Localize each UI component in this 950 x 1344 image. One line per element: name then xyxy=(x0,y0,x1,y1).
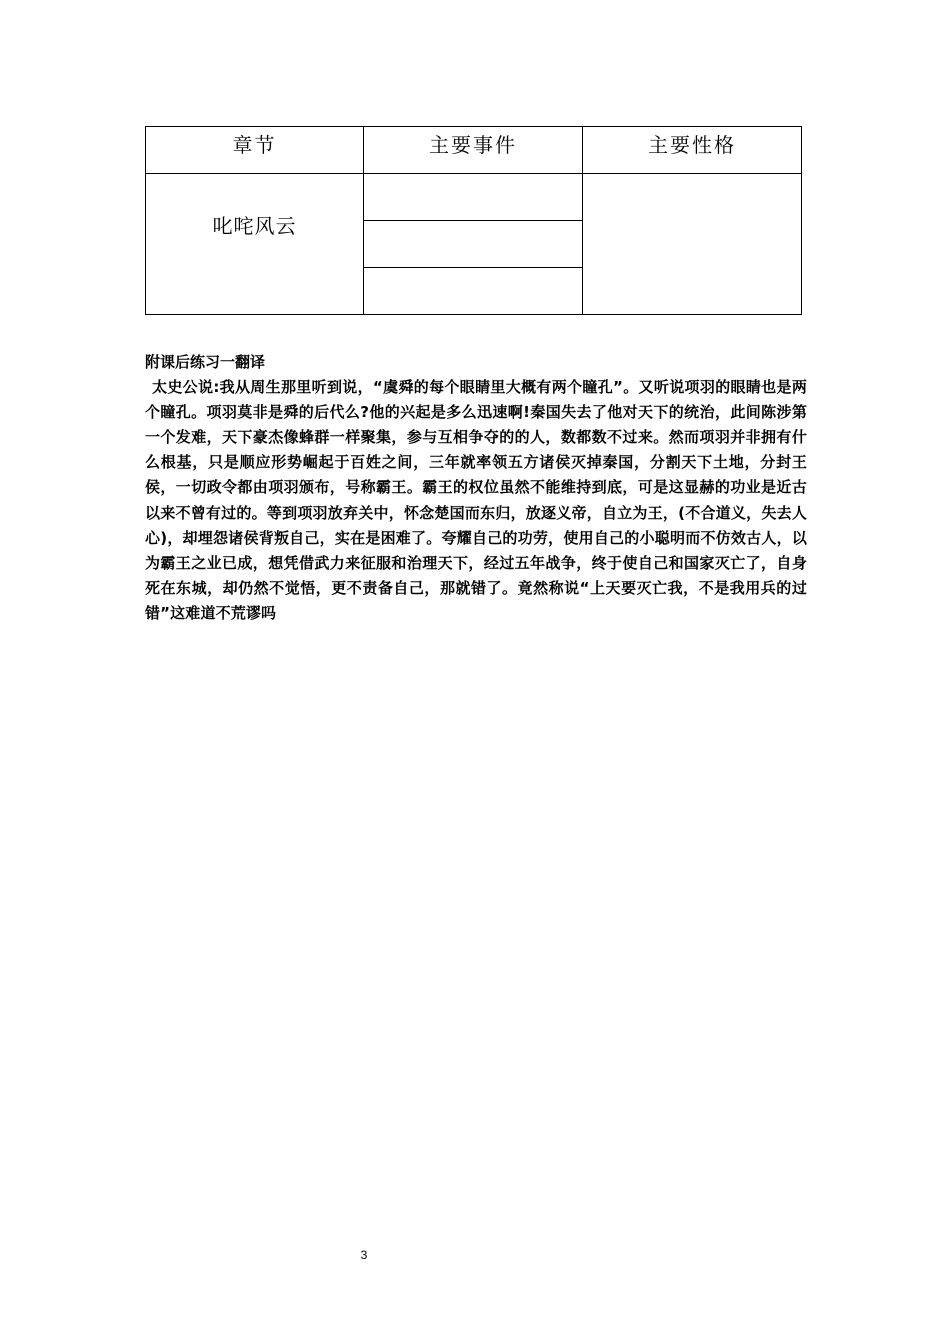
table-header-row xyxy=(146,127,802,174)
event-cell-3 xyxy=(364,268,583,315)
header-chapter: 章节 xyxy=(146,127,364,174)
chapter-name-cell: 叱咤风云 xyxy=(146,174,364,315)
translation-paragraph: 太史公说:我从周生那里听到说，“虞舜的每个眼睛里大概有两个瞳孔”。又听说项羽的眼睛也是两个瞳孔。项羽莫非是舜的后代么?他的兴起是多么迅速啊!秦国失去了他对天下的统治，此间陈涉第一个发难，天下豪杰像蜂群一样聚集，参与互相争夺的的人，数都数不过来。然而项羽并非拥有什么根基，只是顺应形势崛起于百姓之间，三年就率领五方诸侯灭掉秦国，分割天下土地，分封王侯，一切政令都由项羽颁布，号称霸王。霸王的权位虽然不能维持到底，可是这显赫的功业是近古以来不曾有过的。等到项羽放弃关中，怀念楚国而东归，放逐义帝，自立为王，(不合道义，失去人心)，却埋怨诸侯背叛自己，实在是困难了。夸耀自己的功劳，使用自己的小聪明而不仿效古人，以为霸王之业已成，想凭借武力来征服和治理天下，经过五年战争，终于使自己和国家灭亡了，自身死在东城，却仍然不觉悟，更不责备自己，那就错了。竟然称说“上天要灭亡我，不是我用兵的过错”这难道不荒谬吗 xyxy=(145,378,807,622)
page-number: 3 xyxy=(360,1248,368,1262)
section-heading: 附课后练习一翻译 xyxy=(145,353,266,371)
header-main-personality: 主要性格 xyxy=(583,127,802,174)
event-cell-1 xyxy=(364,174,583,221)
event-cell-2 xyxy=(364,221,583,268)
table-row xyxy=(146,174,802,221)
header-main-events: 主要事件 xyxy=(364,127,583,174)
personality-cell xyxy=(583,174,802,315)
chapter-table xyxy=(145,126,802,315)
translation-section xyxy=(145,350,807,626)
